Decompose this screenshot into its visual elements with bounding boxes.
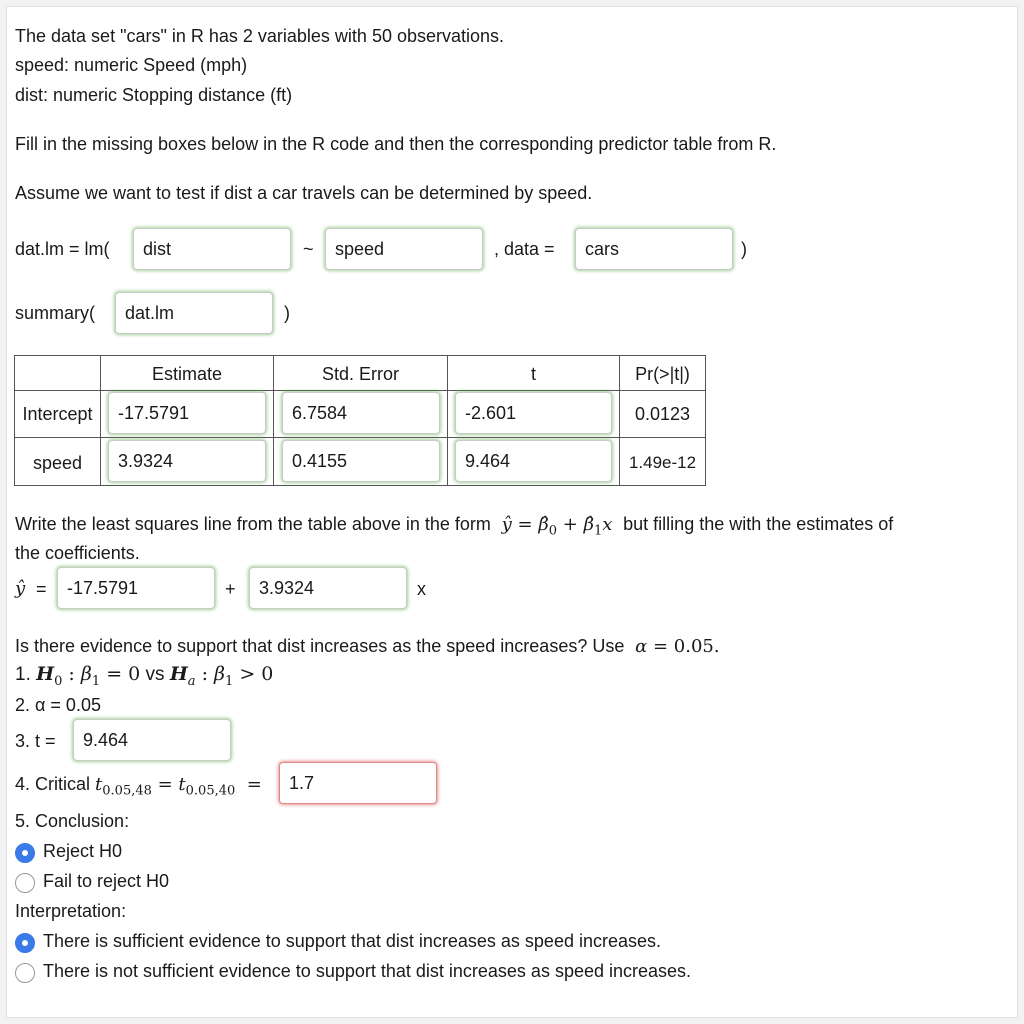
- table-corner-cell: [14, 355, 101, 391]
- summary-input[interactable]: dat.lm: [115, 292, 273, 334]
- header-t: t: [530, 364, 536, 384]
- response-input[interactable]: dist: [133, 228, 291, 270]
- ls-intercept-input[interactable]: -17.5791: [57, 567, 215, 609]
- summary-close-paren: ): [284, 303, 290, 323]
- row-label-intercept: Intercept: [22, 404, 93, 424]
- fail-to-reject-radio[interactable]: [15, 873, 35, 893]
- intercept-t-input[interactable]: -2.601: [455, 392, 612, 434]
- reject-h0-label: Reject H0: [43, 841, 123, 861]
- header-std-error: Std. Error: [321, 364, 400, 384]
- row-label-speed: speed: [32, 453, 83, 473]
- critical-formula: $t_{0.05,48} = t_{0.05,40}$ =: [95, 774, 262, 799]
- intro-line-3: dist: numeric Stopping distance (ft): [15, 85, 293, 105]
- tilde-symbol: ~: [303, 239, 314, 259]
- step5-label: 5. Conclusion:: [15, 811, 130, 831]
- step2-alpha: 2. α = 0.05: [15, 695, 101, 715]
- sufficient-evidence-label: There is sufficient evidence to support that dist increases as speed increases.: [43, 931, 662, 951]
- ls-equals: =: [36, 579, 47, 599]
- not-sufficient-evidence-radio[interactable]: [15, 963, 35, 983]
- question-panel: [6, 6, 1018, 1018]
- ls-prompt-text-c: the coefficients.: [15, 543, 140, 563]
- step1-prefix: 1.: [15, 664, 31, 685]
- t-statistic-input[interactable]: 9.464: [73, 719, 231, 761]
- ls-form-formula: ŷ = $\betâ_0$ + $\betâ_1x$: [495, 514, 619, 539]
- lm-prefix: dat.lm = lm(: [15, 239, 110, 259]
- intro-line-1: The data set "cars" in R has 2 variables with 50 observations.: [15, 26, 505, 46]
- ls-x-variable: x: [417, 579, 426, 599]
- ls-prompt-text-b: but filling the with the estimates of: [623, 514, 894, 534]
- null-hypothesis: $H_0$ : $\beta_1 = 0$: [36, 663, 141, 689]
- lm-close-paren: ): [741, 239, 747, 259]
- reject-h0-radio[interactable]: [15, 843, 35, 863]
- dataset-input[interactable]: cars: [575, 228, 733, 270]
- step4-critical: [15, 773, 262, 803]
- speed-p-value: 1.49e-12: [628, 453, 697, 472]
- intercept-p-value: 0.0123: [634, 404, 691, 424]
- alpha-symbol: α: [629, 636, 653, 657]
- speed-estimate-input[interactable]: 3.9324: [108, 440, 266, 482]
- alpha-eq: =: [652, 636, 674, 657]
- test-question: [15, 635, 720, 658]
- ls-plus: +: [225, 579, 236, 599]
- ls-prompt-text-a: Write the least squares line from the table above in the form: [15, 514, 491, 534]
- ls-slope-input[interactable]: 3.9324: [249, 567, 407, 609]
- yhat-symbol: ŷ: [15, 578, 26, 599]
- step1-hypotheses: [15, 663, 273, 693]
- instruction-text: Fill in the missing boxes below in the R code and then the corresponding predictor table from R.: [15, 134, 777, 154]
- assumption-text: Assume we want to test if dist a car travels can be determined by speed.: [15, 183, 593, 203]
- intercept-estimate-input[interactable]: -17.5791: [108, 392, 266, 434]
- alt-hypothesis: $H_a$ : $\beta_1 > 0$: [169, 663, 274, 689]
- speed-std-error-input[interactable]: 0.4155: [282, 440, 440, 482]
- critical-value-input[interactable]: 1.7: [279, 762, 437, 804]
- intro-line-2: speed: numeric Speed (mph): [15, 55, 248, 75]
- sufficient-evidence-radio[interactable]: [15, 933, 35, 953]
- not-sufficient-evidence-label: There is not sufficient evidence to support that dist increases as speed increases.: [43, 961, 692, 981]
- summary-prefix: summary(: [15, 303, 95, 323]
- header-estimate: Estimate: [151, 364, 223, 384]
- predictor-input[interactable]: speed: [325, 228, 483, 270]
- test-question-text: Is there evidence to support that dist increases as the speed increases? Use: [15, 636, 625, 656]
- speed-t-input[interactable]: 9.464: [455, 440, 612, 482]
- header-p-value: Pr(>|t|): [635, 364, 690, 384]
- fail-to-reject-label: Fail to reject H0: [43, 871, 170, 891]
- step1-vs: vs: [145, 664, 165, 685]
- interpretation-label: Interpretation:: [15, 901, 127, 921]
- alpha-value: 0.05.: [673, 636, 720, 657]
- step4-label: 4. Critical: [15, 774, 91, 794]
- intercept-std-error-input[interactable]: 6.7584: [282, 392, 440, 434]
- ls-prompt: [15, 513, 893, 543]
- step3-label: 3. t =: [15, 731, 56, 751]
- data-label: , data =: [494, 239, 555, 259]
